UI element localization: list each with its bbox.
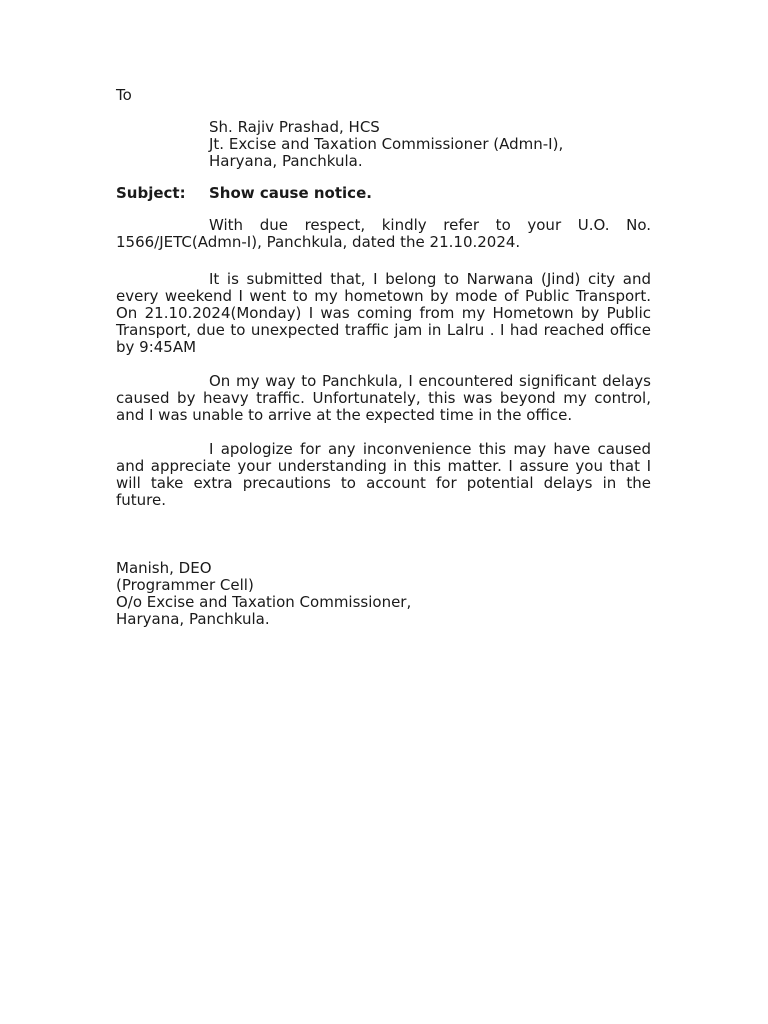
subject-label: Subject: bbox=[116, 184, 186, 202]
addressee-location: Haryana, Panchkula. bbox=[209, 152, 363, 170]
addressee-designation: Jt. Excise and Taxation Commissioner (Admn-I), bbox=[209, 135, 564, 153]
paragraph-reference: With due respect, kindly refer to your U.O. No. 1566/JETC(Admn-I), Panchkula, dated the 21.10.2024. bbox=[116, 216, 651, 251]
signature-location: Haryana, Panchkula. bbox=[116, 610, 270, 628]
signature-office: O/o Excise and Taxation Commissioner, bbox=[116, 593, 412, 611]
signature-block bbox=[116, 560, 651, 628]
subject-text: Show cause notice. bbox=[209, 184, 372, 202]
addressee-block bbox=[116, 119, 651, 170]
salutation-to: To bbox=[116, 86, 132, 104]
paragraph-apology: I apologize for any inconvenience this may have caused and appreciate your understanding in this matter. I assure you that I will take extra precautions to account for potential delays in the future. bbox=[116, 440, 651, 509]
signature-cell: (Programmer Cell) bbox=[116, 576, 254, 594]
signature-name: Manish, DEO bbox=[116, 559, 212, 577]
addressee-name: Sh. Rajiv Prashad, HCS bbox=[209, 118, 380, 136]
subject-line bbox=[116, 185, 651, 202]
paragraph-explanation: It is submitted that, I belong to Narwana (Jind) city and every weekend I went to my hometown by mode of Public Transport. On 21.10.2024(Monday) I was coming from my Hometown by Public Transport, due to unexpected traffic jam in Lalru . I had reached office by 9:45AM bbox=[116, 270, 651, 356]
paragraph-traffic: On my way to Panchkula, I encountered significant delays caused by heavy traffic. Unfortunately, this was beyond my control, and I was unable to arrive at the expected time in the office. bbox=[116, 372, 651, 424]
letter-body bbox=[116, 87, 651, 628]
